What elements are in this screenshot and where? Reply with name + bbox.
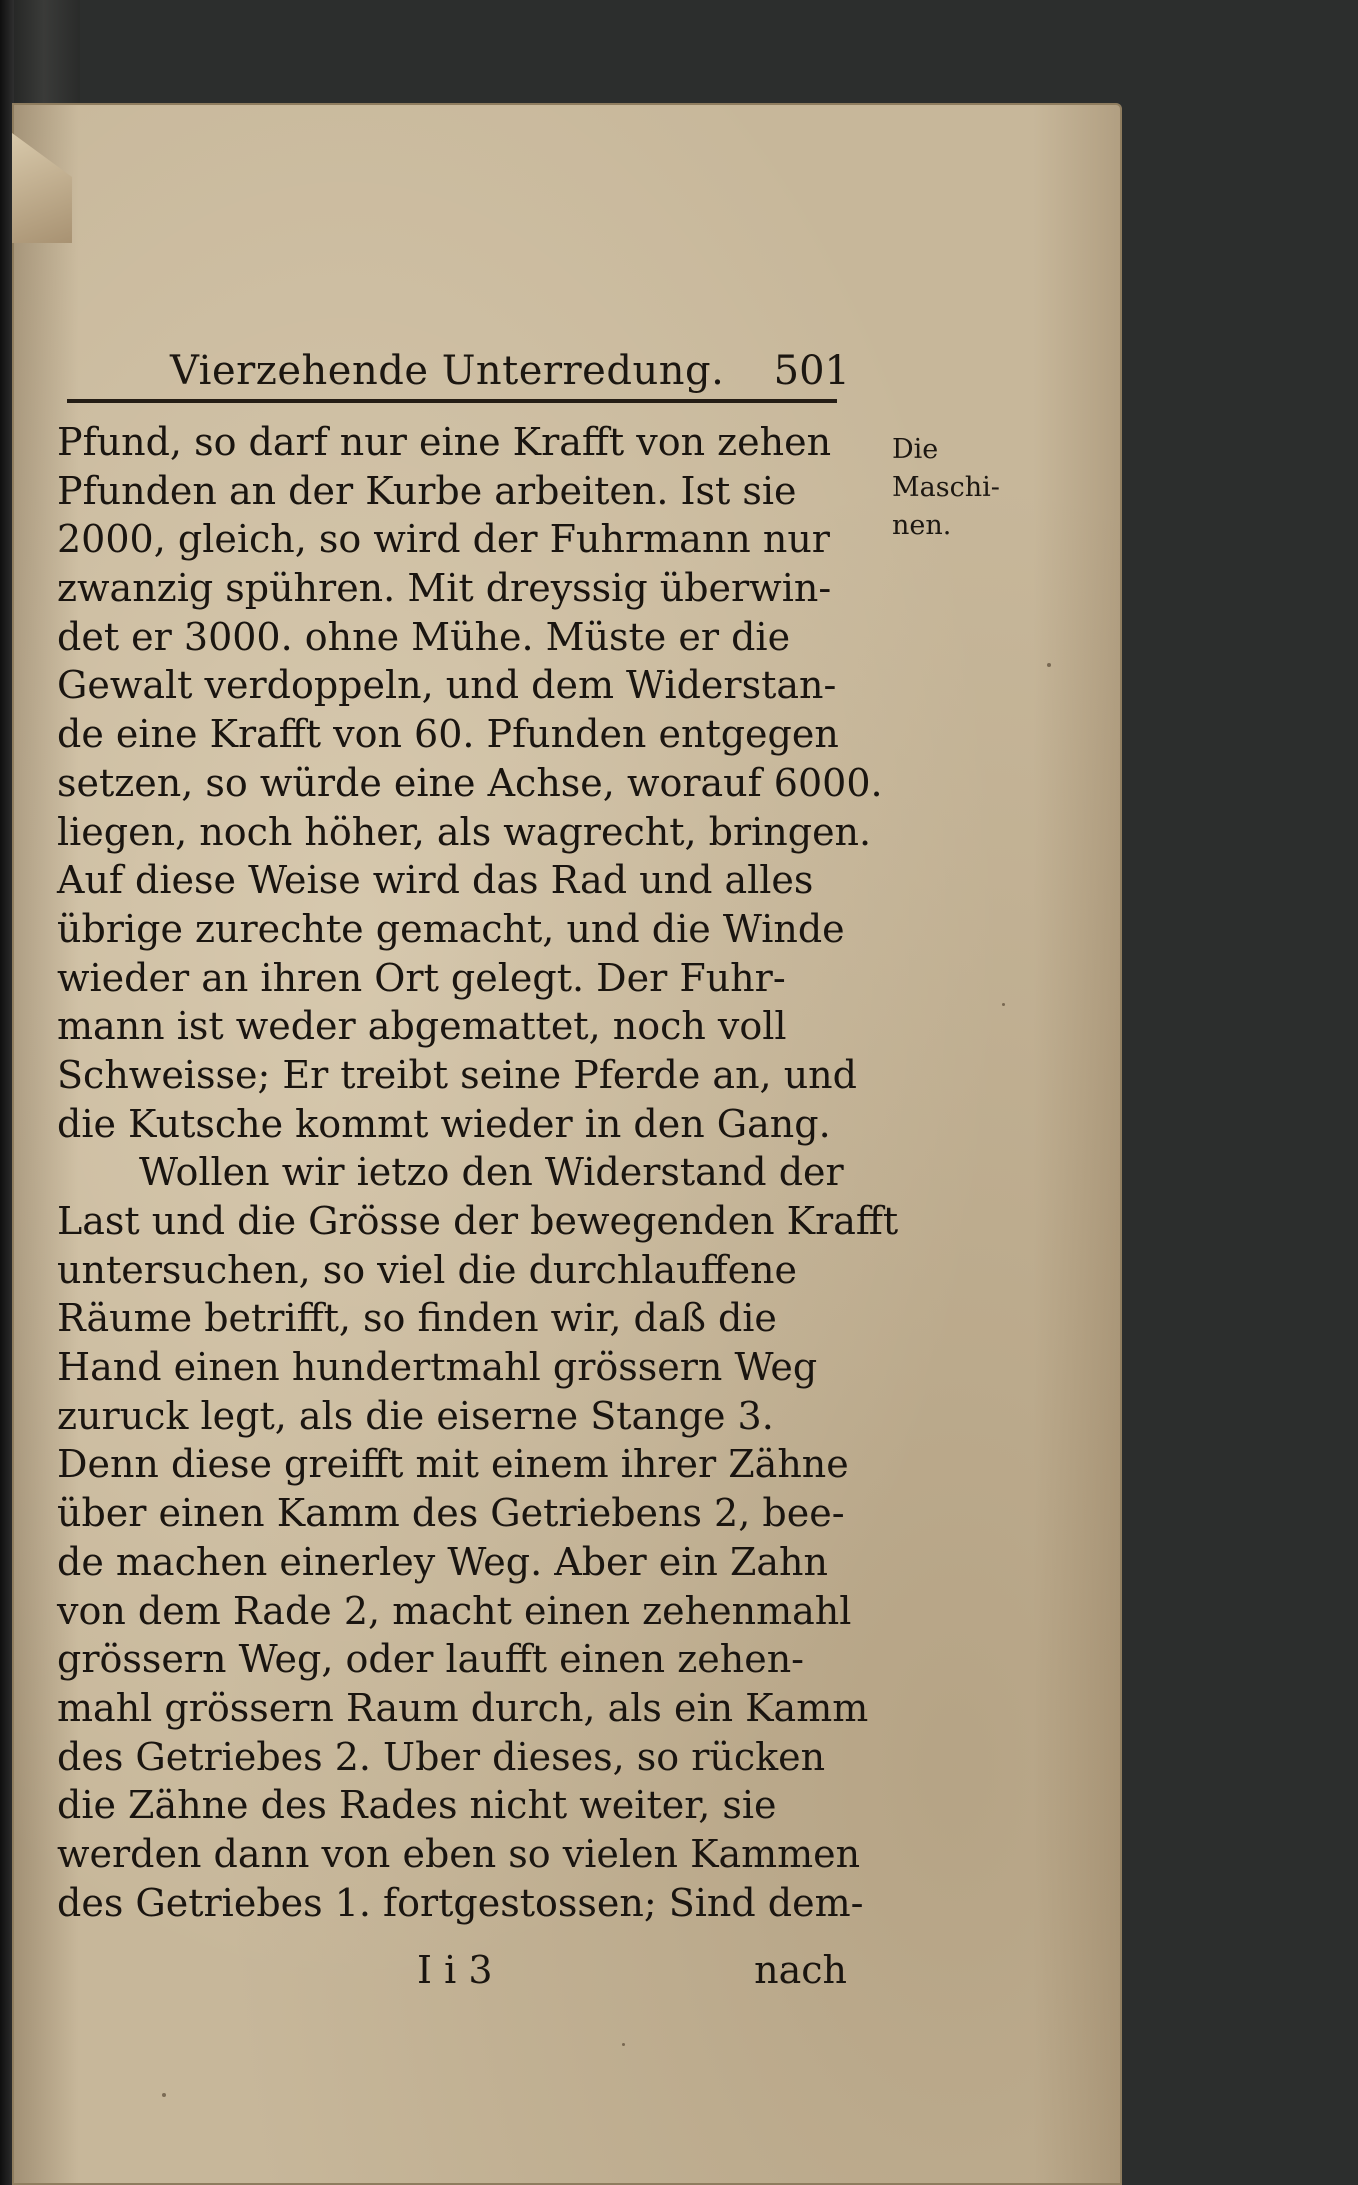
- marginal-note-line: Maschi-: [892, 472, 1000, 503]
- paper-speck: [622, 2043, 625, 2046]
- text-line: Last und die Grösse der bewegenden Krafft: [57, 1199, 899, 1243]
- page-footer: [57, 1948, 847, 1998]
- text-line: Räume betrifft, so finden wir, daß die: [57, 1296, 777, 1341]
- page-number: 501: [773, 348, 850, 394]
- text-line: det er 3000. ohne Mühe. Müste er die: [57, 614, 791, 659]
- text-line: werden dann von eben so vielen Kammen: [57, 1831, 861, 1876]
- signature-mark: I i 3: [417, 1948, 493, 1992]
- text-line: de eine Krafft von 60. Pfunden entgegen: [57, 712, 839, 757]
- text-line: Pfund, so darf nur eine Krafft von zehen: [57, 420, 832, 464]
- marginal-note-line: nen.: [892, 510, 952, 541]
- text-line: untersuchen, so viel die durchlauffene: [57, 1247, 798, 1292]
- text-line: von dem Rade 2, macht einen zehenmahl: [57, 1588, 852, 1633]
- text-line: grössern Weg, oder laufft einen zehen-: [57, 1637, 805, 1682]
- text-line: die Kutsche kommt wieder in den Gang.: [57, 1101, 831, 1146]
- text-line: zuruck legt, als die eiserne Stange 3.: [57, 1393, 774, 1438]
- text-line: Schweisse; Er treibt seine Pferde an, und: [57, 1052, 857, 1097]
- text-line: Auf diese Weise wird das Rad und alles: [57, 858, 814, 903]
- text-line: setzen, so würde eine Achse, worauf 6000.: [57, 760, 883, 805]
- paper-speck: [1047, 663, 1051, 667]
- page-corner: [12, 133, 72, 243]
- text-line: die Zähne des Rades nicht weiter, sie: [57, 1783, 777, 1828]
- catchword: nach: [754, 1948, 847, 1992]
- text-line: mann ist weder abgemattet, noch voll: [57, 1004, 787, 1049]
- book-page: [12, 103, 1122, 2185]
- text-line: übrige zurechte gemacht, und die Winde: [57, 906, 845, 951]
- marginal-note-line: Die: [892, 434, 939, 465]
- text-line: des Getriebes 2. Uber dieses, so rücken: [57, 1734, 826, 1779]
- marginal-note: [892, 431, 1012, 545]
- text-line: Pfunden an der Kurbe arbeiten. Ist sie: [57, 468, 797, 513]
- text-line: zwanzig spühren. Mit dreyssig überwin-: [57, 566, 832, 611]
- text-line: des Getriebes 1. fortgestossen; Sind dem-: [57, 1880, 864, 1925]
- text-line: Denn diese greifft mit einem ihrer Zähne: [57, 1442, 849, 1487]
- body-text: [57, 418, 899, 1927]
- paper-speck: [1002, 1003, 1005, 1006]
- text-line: wieder an ihren Ort gelegt. Der Fuhr-: [57, 955, 786, 1000]
- text-line: de machen einerley Weg. Aber ein Zahn: [57, 1539, 828, 1584]
- running-head-title: Vierzehende Unterredung.: [170, 348, 725, 394]
- text-line: Hand einen hundertmahl grössern Weg: [57, 1345, 818, 1390]
- paragraph-start-line: Wollen wir ietzo den Widerstand der: [139, 1150, 844, 1195]
- text-line: Gewalt verdoppeln, und dem Widerstan-: [57, 663, 837, 708]
- text-line: über einen Kamm des Getriebens 2, bee-: [57, 1491, 845, 1536]
- text-line: liegen, noch höher, als wagrecht, bringen.: [57, 809, 872, 854]
- head-rule: [67, 399, 837, 403]
- paper-speck: [162, 2093, 166, 2097]
- text-line: 2000, gleich, so wird der Fuhrmann nur: [57, 517, 830, 562]
- text-line: mahl grössern Raum durch, als ein Kamm: [57, 1685, 869, 1730]
